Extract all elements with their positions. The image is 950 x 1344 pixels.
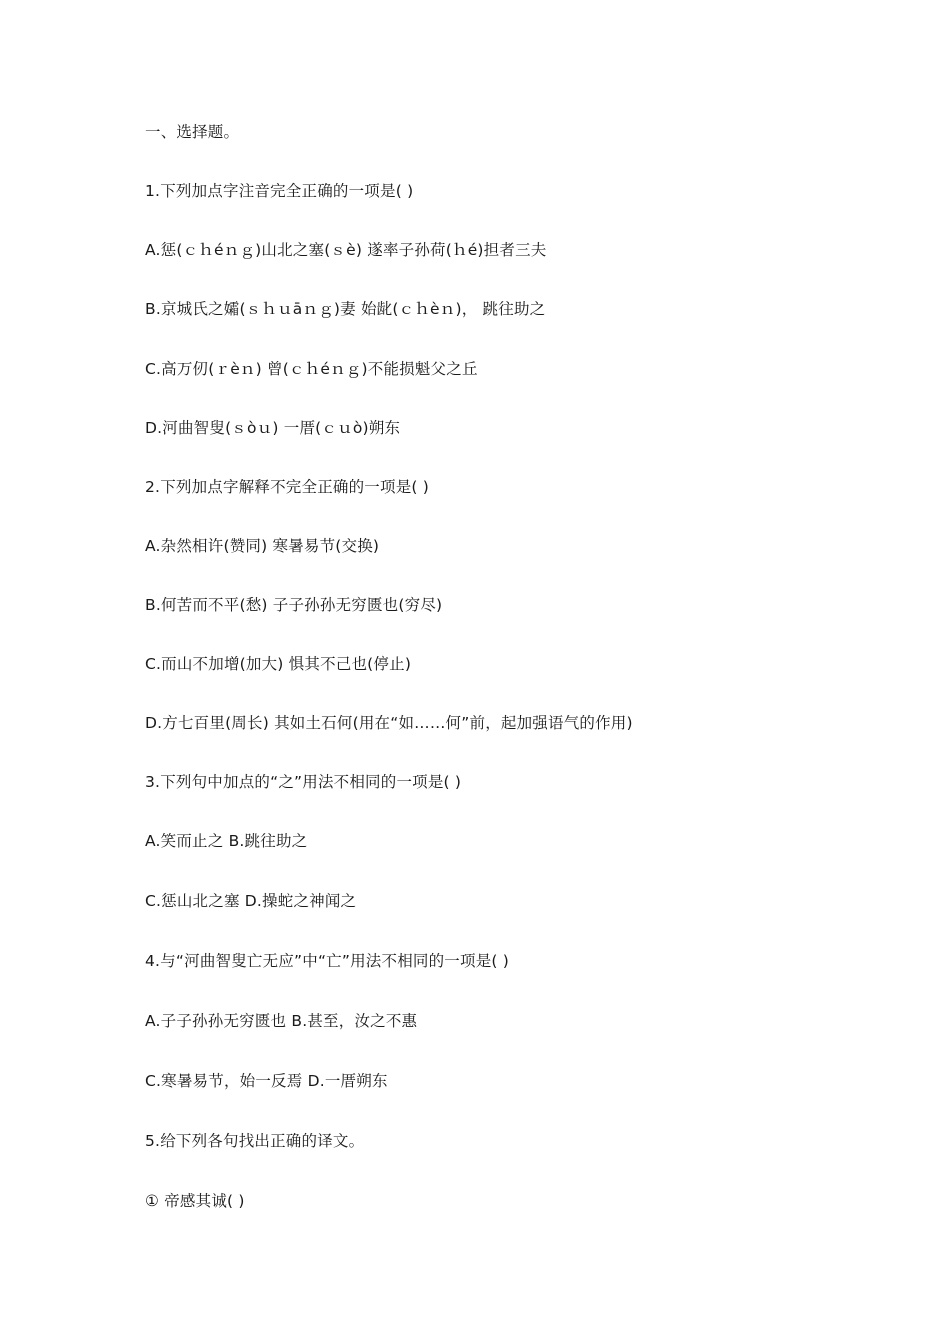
question-2-option-d: D.方七百里(周长) 其如土石何(用在“如……何”前，起加强语气的作用): [145, 714, 633, 732]
question-4-options-ab: A.子子孙孙无穷匮也 B.甚至，汝之不惠: [145, 1012, 418, 1030]
question-5: 5.给下列各句找出正确的译文。: [145, 1132, 365, 1150]
question-3-options-cd: C.惩山北之塞 D.操蛇之神闻之: [145, 892, 357, 910]
question-2-option-a: A.杂然相许(赞同) 寒暑易节(交换): [145, 537, 380, 555]
question-1-option-a: A.惩(ｃｈéｎｇ)山北之塞(ｓè) 遂率子孙荷(ｈé)担者三夫: [145, 241, 547, 259]
question-3-options-ab: A.笑而止之 B.跳往助之: [145, 832, 308, 850]
question-4: 4.与“河曲智叟亡无应”中“亡”用法不相同的一项是( ): [145, 952, 510, 970]
question-1-option-b: B.京城氏之孀(ｓｈｕāｎｇ)妻 始龀(ｃｈèｎ)， 跳往助之: [145, 300, 546, 318]
question-3: 3.下列句中加点的“之”用法不相同的一项是( ): [145, 773, 462, 791]
question-1-option-d: D.河曲智叟(ｓòｕ) 一厝(ｃｕò)朔东: [145, 419, 401, 437]
question-5-item-1: ① 帝感其诚( ): [145, 1192, 245, 1210]
question-1-option-c: C.高万仞(ｒèｎ) 曾(ｃｈéｎｇ)不能损魁父之丘: [145, 360, 478, 378]
question-1: 1.下列加点字注音完全正确的一项是( ): [145, 182, 414, 200]
question-2-option-b: B.何苦而不平(愁) 子子孙孙无穷匮也(穷尽): [145, 596, 443, 614]
question-2-option-c: C.而山不加增(加大) 惧其不己也(停止): [145, 655, 412, 673]
section-heading: 一、选择题。: [145, 123, 240, 141]
question-2: 2.下列加点字解释不完全正确的一项是( ): [145, 478, 430, 496]
question-4-options-cd: C.寒暑易节，始一反焉 D.一厝朔东: [145, 1072, 388, 1090]
